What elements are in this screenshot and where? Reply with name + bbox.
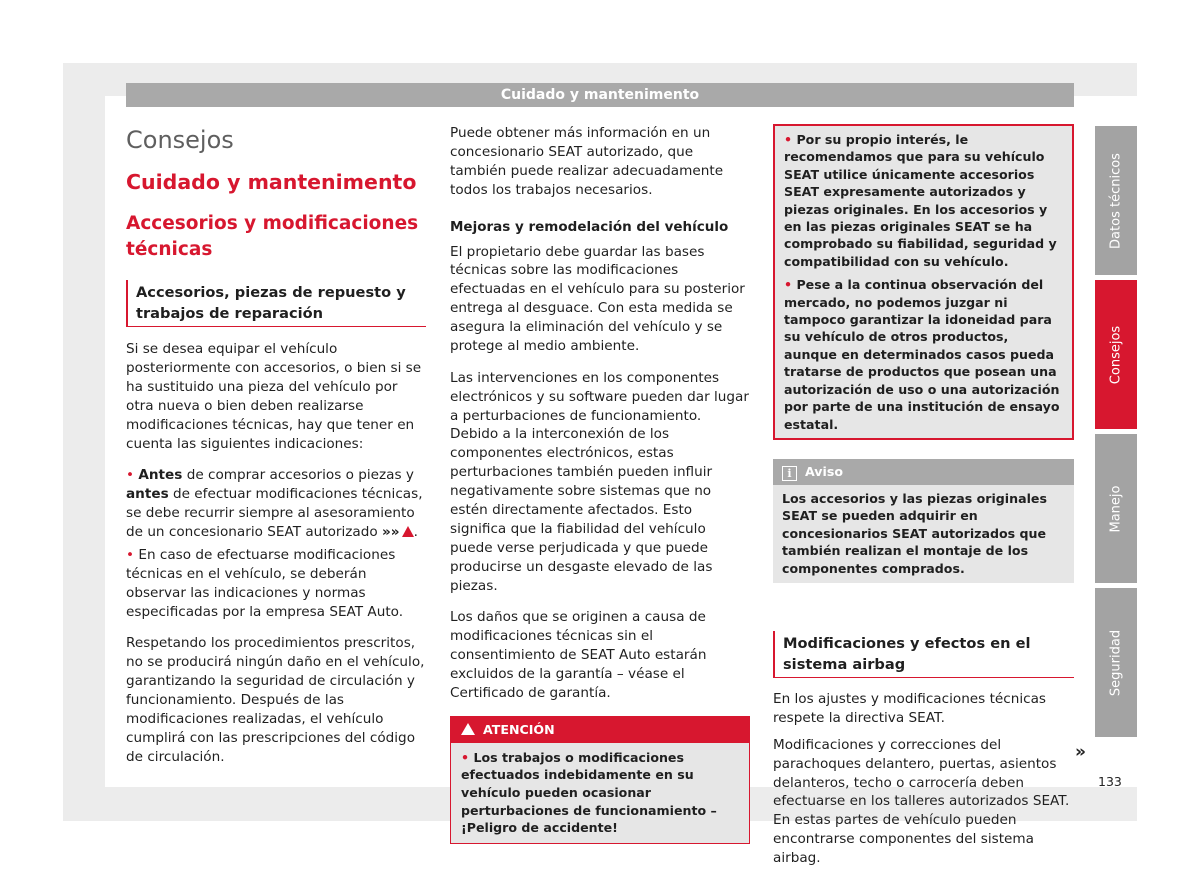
paragraph: Si se desea equipar el vehículo posteriormente con accesorios, o bien si se ha sustituido una pieza del vehículo por otra nueva o bien deben realizarse modificaciones técnicas, hay que tener en cuenta las siguientes indicaciones:	[126, 341, 422, 452]
warning-text: Los trabajos o modificaciones efectuados indebidamente en su vehículo pueden ocasionar perturbaciones de funcionamiento – ¡Peligro de accidente!	[461, 749, 717, 836]
caution-item	[784, 131, 1064, 270]
tab-seguridad[interactable]	[1095, 588, 1137, 737]
bullet-item	[126, 466, 426, 542]
topic-heading: Accesorios, piezas de repuesto y trabajos de reparación	[126, 280, 426, 327]
tab-consejos[interactable]	[1095, 280, 1137, 429]
bullet-dot: •	[126, 467, 135, 484]
bullet-dot: •	[784, 277, 793, 293]
bullet-item	[126, 546, 426, 622]
bullet-dot: •	[126, 546, 135, 563]
warning-triangle-icon	[402, 526, 414, 537]
section-title: Consejos	[126, 126, 234, 154]
note-title: Aviso	[805, 463, 843, 479]
tab-label: Consejos	[1108, 325, 1124, 384]
column-right	[773, 124, 1074, 881]
tab-label: Datos técnicos	[1108, 152, 1124, 249]
caution-box	[773, 124, 1074, 440]
paragraph: Las intervenciones en los componentes electrónicos y su software pueden dar lugar a perturbaciones de funcionamiento. Debido a la interconexión de los componentes electrónicos, estas perturbaciones también pueden influir negativamente sobre sistemas que no estén directamente afectados. Esto significa que la fiabilidad del vehículo puede verse perjudicada y que puede producirse un desgaste elevado de las piezas.	[450, 369, 749, 594]
note-box	[773, 459, 1074, 583]
tab-label: Manejo	[1108, 485, 1124, 532]
subchapter-title: Accesorios y modificaciones técnicas	[126, 213, 419, 260]
bold-text: Antes	[138, 467, 183, 484]
paragraph: Los daños que se originen a causa de modificaciones técnicas sin el consentimiento de SEAT Auto estarán excluidos de la garantía – véase el Certificado de garantía.	[450, 609, 707, 702]
tab-manejo[interactable]	[1095, 434, 1137, 583]
paragraph: Puede obtener más información en un concesionario SEAT autorizado, que también puede realizar adecuadamente todos los trabajos necesarios.	[450, 125, 724, 198]
continue-arrow: »	[1075, 742, 1086, 762]
warning-title: ATENCIÓN	[483, 721, 555, 737]
reference-arrow: »»	[382, 523, 400, 540]
column-middle	[450, 124, 750, 844]
warning-box-header	[451, 717, 749, 743]
paragraph: En los ajustes y modificaciones técnicas respete la directiva SEAT.	[773, 690, 1047, 726]
caution-text: Por su propio interés, le recomendamos que para su vehículo SEAT utilice únicamente accesorios SEAT expresamente autorizados y piezas originales. En los accesorios y en las piezas originales SEAT se ha comprobado su fiabilidad, seguridad y compatibilidad con su vehículo.	[784, 132, 1057, 269]
caution-item	[784, 276, 1064, 433]
tab-datos-tecnicos[interactable]	[1095, 126, 1137, 275]
caution-text: Pese a la continua observación del mercado, no podemos juzgar ni tampoco garantizar la idoneidad para su vehículo de otros productos, aunque en determinados casos pueda tratarse de productos que posean una autorización de uso o una autorización por parte de una institución de ensayo estatal.	[784, 277, 1060, 432]
column-left	[126, 124, 426, 779]
note-box-body: Los accesorios y las piezas originales SEAT se pueden adquirir en concesionarios SEAT autorizados que también realizan el montaje de los componentes comprados.	[773, 485, 1074, 583]
paragraph: El propietario debe guardar las bases técnicas sobre las modificaciones efectuadas en el vehículo para su posterior entrega al desguace. Con esta medida se asegura la eliminación del vehículo y se protege al medio ambiente.	[450, 243, 745, 355]
page-frame-left	[63, 63, 105, 821]
paragraph: Modificaciones y correcciones del parachoques delantero, puertas, asientos delanteros, techo o carrocería deben efectuarse en los talleres autorizados SEAT. En estas partes de vehículo pueden encontrarse componentes del sistema airbag.	[773, 736, 1070, 867]
topic-heading: Modificaciones y efectos en el sistema airbag	[773, 631, 1074, 678]
text: de comprar accesorios o piezas y	[182, 467, 414, 484]
text: de efectuar modificaciones técnicas, se debe recurrir siempre al asesoramiento de un concesionario SEAT autorizado	[126, 486, 423, 540]
text: .	[413, 523, 418, 540]
page-number: 133	[1098, 774, 1122, 789]
bullet-dot: •	[784, 132, 793, 147]
tab-label: Seguridad	[1108, 629, 1124, 696]
chapter-title: Cuidado y mantenimento	[126, 170, 417, 194]
chapter-header: Cuidado y mantenimento	[126, 83, 1074, 107]
info-icon: i	[782, 466, 797, 481]
warning-triangle-icon	[461, 723, 475, 735]
bold-text: antes	[126, 486, 169, 503]
topic-heading: Mejoras y remodelación del vehículo	[450, 218, 729, 235]
note-box-header	[773, 459, 1074, 485]
paragraph: Respetando los procedimientos prescritos, no se producirá ningún daño en el vehículo, garantizando la seguridad de circulación y funcionamiento. Después de las modificaciones realizadas, el vehículo cumplirá con las prescripciones del código de circulación.	[126, 635, 425, 765]
warning-box	[450, 716, 750, 844]
warning-box-body	[451, 743, 749, 843]
text: En caso de efectuarse modificaciones técnicas en el vehículo, se deberán observar las indicaciones y normas especificadas por la empresa SEAT Auto.	[126, 546, 404, 620]
bullet-dot: •	[461, 749, 470, 765]
